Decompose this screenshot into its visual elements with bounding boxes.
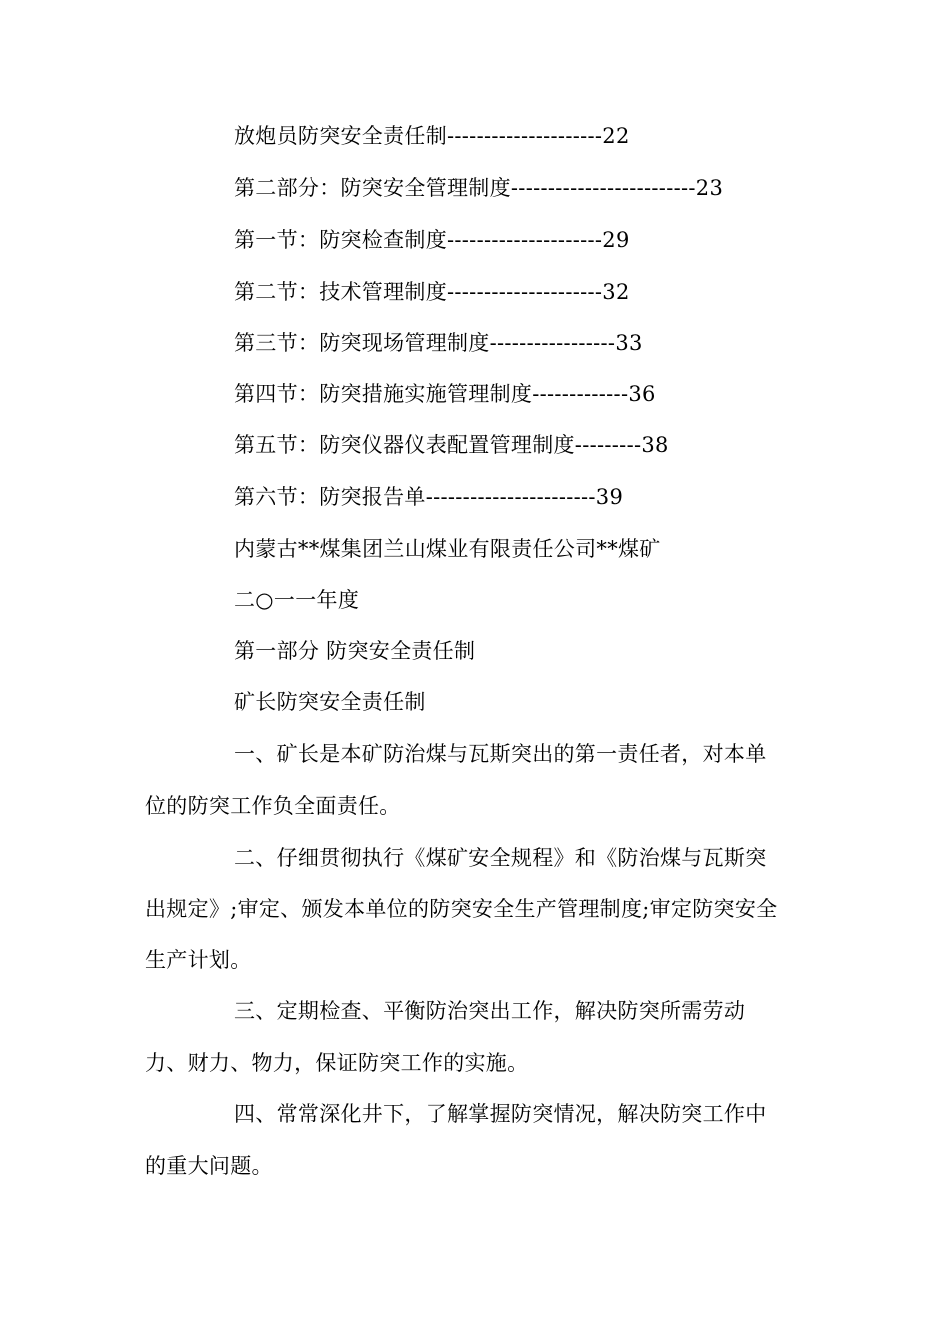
- paragraph-line: 的重大问题。: [145, 1154, 273, 1178]
- toc-entry: 第四节：防突措施实施管理制度-------------36: [234, 382, 656, 406]
- paragraph-line: 出规定》;审定、颁发本单位的防突安全生产管理制度;审定防突安全: [145, 897, 778, 921]
- paragraph-line: 三、定期检查、平衡防治突出工作，解决防突所需劳动: [234, 999, 746, 1023]
- company-name: 内蒙古**煤集团兰山煤业有限责任公司**煤矿: [234, 537, 661, 561]
- paragraph-line: 一、矿长是本矿防治煤与瓦斯突出的第一责任者，对本单: [234, 742, 767, 766]
- paragraph-line: 生产计划。: [145, 948, 252, 972]
- paragraph-line: 力、财力、物力，保证防突工作的实施。: [145, 1051, 529, 1075]
- toc-entry: 第一节：防突检查制度---------------------29: [234, 228, 630, 252]
- toc-entry: 第二部分：防突安全管理制度-------------------------23: [234, 176, 724, 200]
- year-label: 二○一一年度: [234, 588, 360, 612]
- paragraph-line: 四、常常深化井下，了解掌握防突情况，解决防突工作中: [234, 1102, 767, 1126]
- toc-entry: 第三节：防突现场管理制度-----------------33: [234, 331, 643, 355]
- paragraph-line: 二、仔细贯彻执行《煤矿安全规程》和《防治煤与瓦斯突: [234, 846, 767, 870]
- toc-entry: 第二节：技术管理制度---------------------32: [234, 280, 630, 304]
- section-title: 矿长防突安全责任制: [234, 690, 426, 714]
- paragraph-line: 位的防突工作负全面责任。: [145, 794, 401, 818]
- toc-entry: 放炮员防突安全责任制---------------------22: [234, 124, 630, 148]
- toc-entry: 第六节：防突报告单-----------------------39: [234, 485, 624, 509]
- toc-entry: 第五节：防突仪器仪表配置管理制度---------38: [234, 433, 669, 457]
- part-title: 第一部分 防突安全责任制: [234, 639, 476, 663]
